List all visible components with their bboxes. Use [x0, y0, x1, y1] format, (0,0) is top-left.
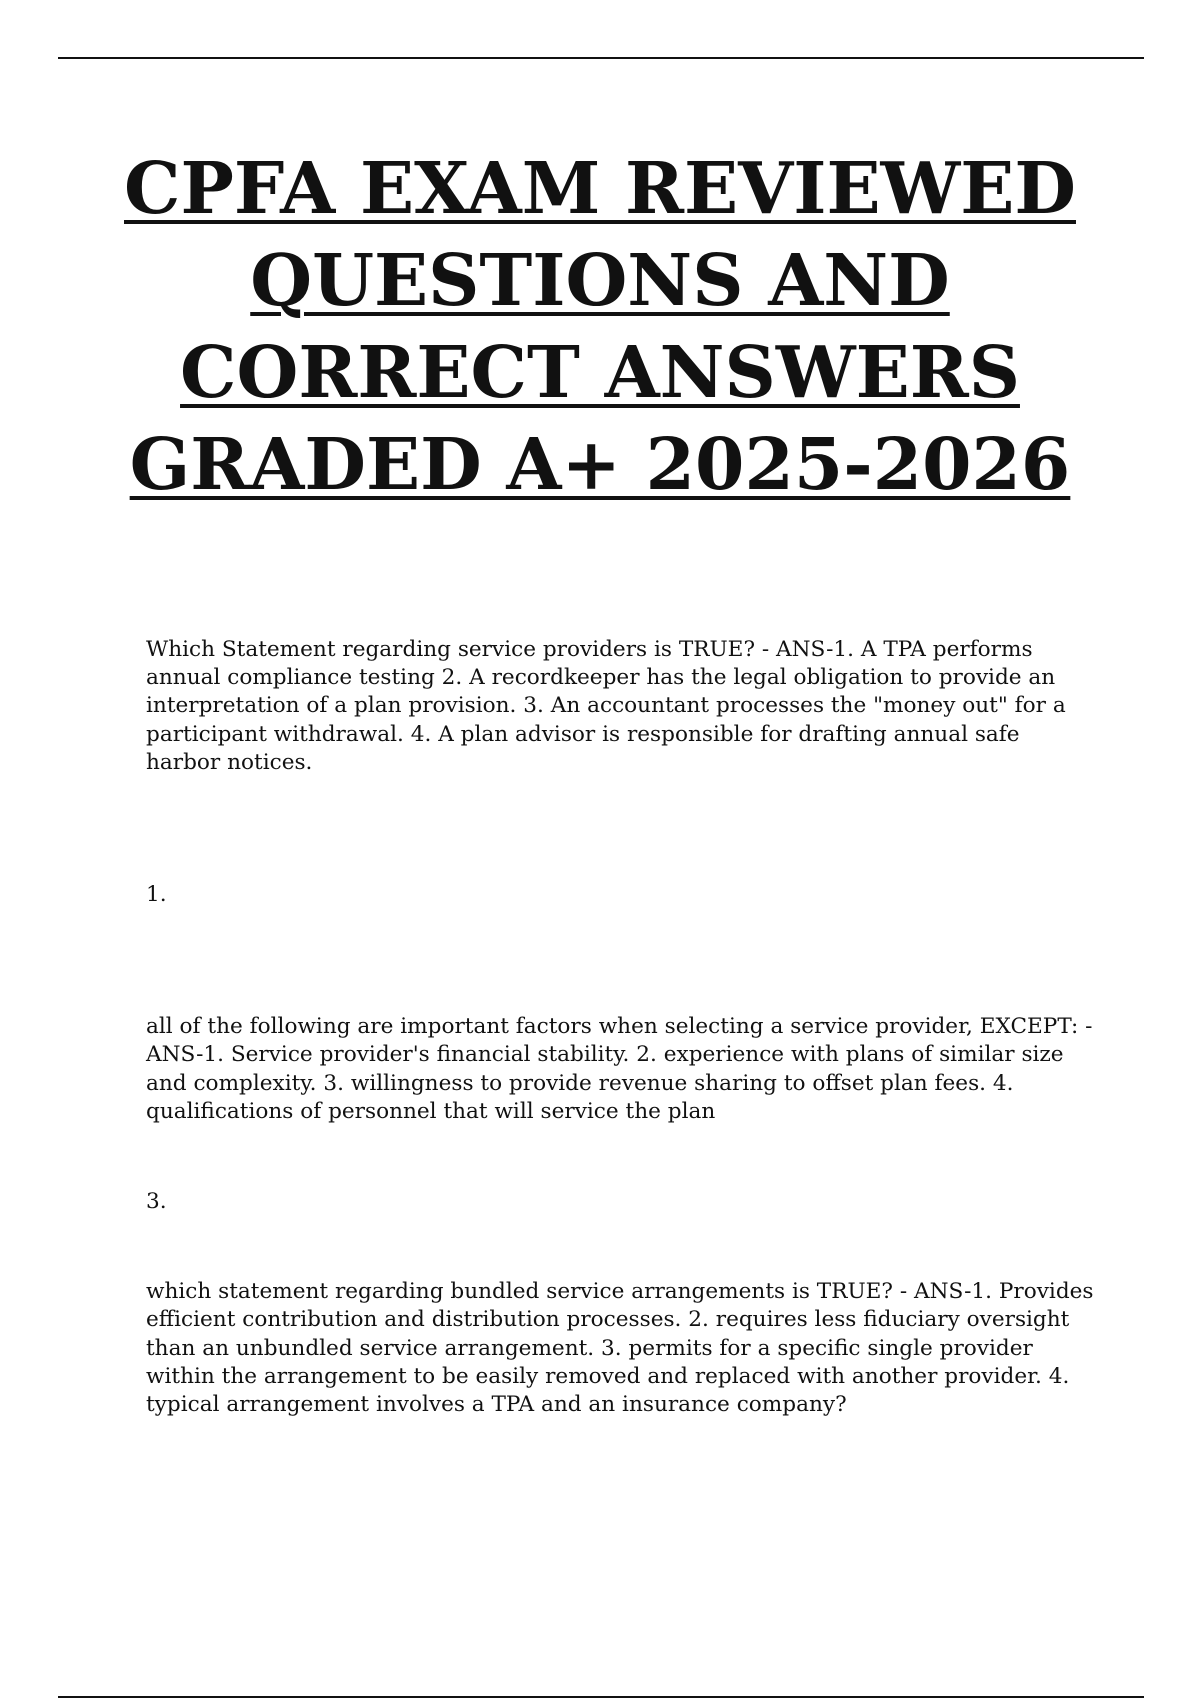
answer-text: 1.: [146, 882, 167, 908]
answer-text: 3.: [146, 1189, 167, 1215]
question-text: Which Statement regarding service providers is TRUE? - ANS-1. A TPA performs annual compliance testing 2. A recordkeeper has the legal obligation to provide an interpretation of a plan provision. 3. An accountant processes the "money out" for a participant withdrawal. 4. A plan advisor is responsible for drafting annual safe harbor notices.: [146, 637, 1066, 775]
title-line: CORRECT ANSWERS: [180, 330, 1020, 414]
bottom-rule: [58, 1696, 1144, 1698]
title-line: GRADED A+ 2025-2026: [129, 422, 1071, 506]
title-line: CPFA EXAM REVIEWED: [124, 146, 1076, 230]
title-line: QUESTIONS AND: [250, 238, 950, 322]
top-rule: [58, 57, 1144, 59]
qa-list: [146, 636, 1096, 1419]
question-text: which statement regarding bundled service arrangements is TRUE? - ANS-1. Provides efficient contribution and distribution processes. 2. requires less fiduciary oversight than an unbundled service arrangement. 3. permits for a specific single provider within the arrangement to be easily removed and replaced with another provider. 4. typical arrangement involves a TPA and an insurance company?: [146, 1279, 1094, 1418]
qa-item: [146, 636, 1096, 909]
qa-item: [146, 1278, 1096, 1419]
question-text: all of the following are important factors when selecting a service provider, EXCEPT: - ANS-1. Service provider's financial stability. 2. experience with plans of similar size and complexity. 3. willingness to provide revenue sharing to offset plan fees. 4. qualifications of personnel that will service the plan: [146, 1014, 1093, 1124]
document-title: [100, 142, 1100, 510]
qa-item: [146, 1013, 1096, 1216]
